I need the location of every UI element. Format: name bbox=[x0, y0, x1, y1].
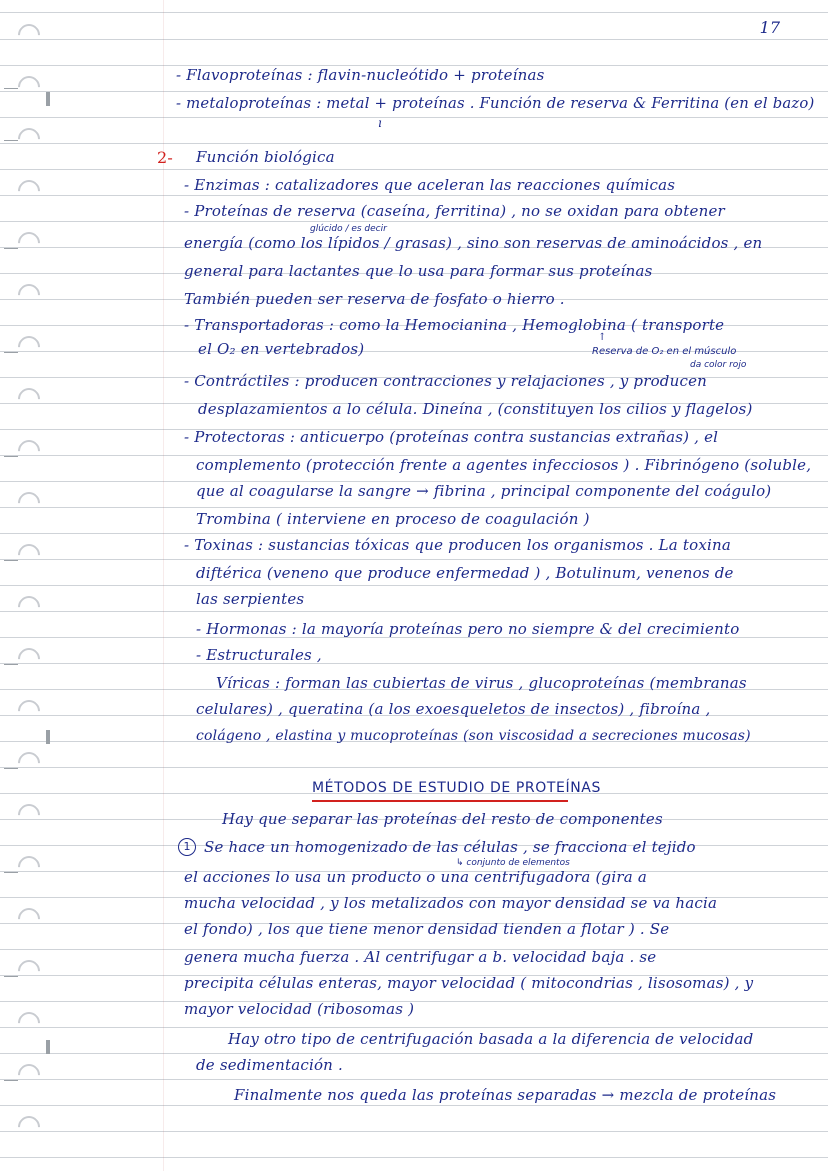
ring bbox=[13, 539, 44, 570]
text-line: desplazamientos a lo célula. Dineína , (constituyen los cilios y flagelos) bbox=[198, 400, 753, 418]
section-heading: MÉTODOS DE ESTUDIO DE PROTEÍNAS bbox=[312, 780, 601, 796]
text-line: energía (como los lípidos / grasas) , sino son reservas de aminoácidos , en bbox=[184, 234, 763, 252]
ring bbox=[13, 435, 44, 466]
binder-tick bbox=[4, 560, 18, 561]
ring bbox=[13, 227, 44, 258]
ring bbox=[13, 903, 44, 934]
ring bbox=[13, 19, 44, 50]
page-margin bbox=[163, 0, 164, 1171]
binder-mark bbox=[46, 1040, 50, 1054]
margin-note: da color rojo bbox=[690, 360, 747, 370]
text-line: celulares) , queratina (a los exoesqueletos de insectos) , fibroína , bbox=[196, 700, 711, 718]
ring bbox=[13, 643, 44, 674]
stray-mark: ı bbox=[378, 116, 383, 130]
text-line: mayor velocidad (ribosomas ) bbox=[184, 1000, 415, 1018]
ring bbox=[13, 695, 44, 726]
ring bbox=[13, 1059, 44, 1090]
ring bbox=[13, 383, 44, 414]
text-line: - Transportadoras : como la Hemocianina , Hemoglobina ( transporte bbox=[184, 316, 725, 334]
margin-note: ↳ conjunto de elementos bbox=[456, 858, 570, 868]
binder-mark bbox=[46, 730, 50, 744]
text-line: general para lactantes que lo usa para formar sus proteínas bbox=[184, 262, 653, 280]
text-line: - Flavoproteínas : flavin-nucleótido + proteínas bbox=[176, 66, 545, 84]
binder-tick bbox=[4, 140, 18, 141]
text-line: Trombina ( interviene en proceso de coagulación ) bbox=[196, 510, 590, 528]
section-number: 2- bbox=[157, 148, 173, 167]
text-line: precipita células enteras, mayor velocidad ( mitocondrias , lisosomas) , y bbox=[184, 974, 754, 992]
text-line: - Proteínas de reserva (caseína, ferritina) , no se oxidan para obtener bbox=[184, 202, 725, 220]
text-line: mucha velocidad , y los metalizados con mayor densidad se va hacia bbox=[184, 894, 718, 912]
text-line: También pueden ser reserva de fosfato o hierro . bbox=[184, 290, 565, 308]
ring bbox=[13, 71, 44, 102]
ring bbox=[13, 123, 44, 154]
binder-mark bbox=[46, 92, 50, 106]
heading-underline bbox=[312, 800, 568, 802]
binder-tick bbox=[4, 768, 18, 769]
text-line: colágeno , elastina y mucoproteínas (son viscosidad a secreciones mucosas) bbox=[196, 728, 751, 744]
text-line: - Estructurales , bbox=[196, 646, 322, 664]
ring bbox=[13, 175, 44, 206]
text-line: el O₂ en vertebrados) bbox=[198, 340, 365, 358]
text-line: genera mucha fuerza . Al centrifugar a b. velocidad baja . se bbox=[184, 948, 657, 966]
text-line: - Protectoras : anticuerpo (proteínas contra sustancias extrañas) , el bbox=[184, 428, 719, 446]
text-line: las serpientes bbox=[196, 590, 305, 608]
ring bbox=[13, 851, 44, 882]
margin-note: glúcido / es decir bbox=[310, 224, 387, 234]
ring bbox=[13, 799, 44, 830]
text-line: - Enzimas : catalizadores que aceleran las reacciones químicas bbox=[184, 176, 676, 194]
text-line: - Contráctiles : producen contracciones y relajaciones , y producen bbox=[184, 372, 708, 390]
text-line: el fondo) , los que tiene menor densidad tienden a flotar ) . Se bbox=[184, 920, 670, 938]
step-number-badge: 1 bbox=[178, 838, 196, 856]
ring bbox=[13, 747, 44, 778]
text-line: Hay que separar las proteínas del resto de componentes bbox=[222, 810, 663, 828]
text-line: de sedimentación . bbox=[196, 1056, 343, 1074]
binder-tick bbox=[4, 456, 18, 457]
binder-rings bbox=[0, 0, 60, 1171]
binder-tick bbox=[4, 248, 18, 249]
ring bbox=[13, 1111, 44, 1142]
text-line: complemento (protección frente a agentes infecciosos ) . Fibrinógeno (soluble, bbox=[196, 456, 812, 474]
binder-tick bbox=[4, 872, 18, 873]
text-line: Hay otro tipo de centrifugación basada a la diferencia de velocidad bbox=[228, 1030, 754, 1048]
text-line: Finalmente nos queda las proteínas separadas → mezcla de proteínas bbox=[234, 1086, 777, 1104]
page-number: 17 bbox=[759, 18, 780, 37]
binder-tick bbox=[4, 88, 18, 89]
text-line: diftérica (veneno que produce enfermedad ) , Botulinum, venenos de bbox=[196, 564, 734, 582]
section-title: Función biológica bbox=[196, 148, 335, 166]
text-line: Se hace un homogenizado de las células , se fracciona el tejido bbox=[204, 838, 696, 856]
ring bbox=[13, 487, 44, 518]
binder-tick bbox=[4, 352, 18, 353]
ring bbox=[13, 955, 44, 986]
arrow-icon: ↑ bbox=[598, 332, 607, 343]
ring bbox=[13, 1007, 44, 1038]
binder-tick bbox=[4, 976, 18, 977]
text-line: - metaloproteínas : metal + proteínas . Función de reserva & Ferritina (en el bazo) bbox=[176, 94, 815, 112]
ring bbox=[13, 591, 44, 622]
ring bbox=[13, 279, 44, 310]
binder-tick bbox=[4, 1080, 18, 1081]
ring bbox=[13, 331, 44, 362]
text-line: Víricas : forman las cubiertas de virus , glucoproteínas (membranas bbox=[216, 674, 747, 692]
text-line: el acciones lo usa un producto o una centrifugadora (gira a bbox=[184, 868, 647, 886]
margin-note: Reserva de O₂ en el músculo bbox=[592, 346, 737, 357]
binder-tick bbox=[4, 664, 18, 665]
text-line: - Toxinas : sustancias tóxicas que producen los organismos . La toxina bbox=[184, 536, 731, 554]
text-line: - Hormonas : la mayoría proteínas pero no siempre & del crecimiento bbox=[196, 620, 740, 638]
text-line: que al coagularse la sangre → fibrina , principal componente del coágulo) bbox=[196, 482, 772, 500]
